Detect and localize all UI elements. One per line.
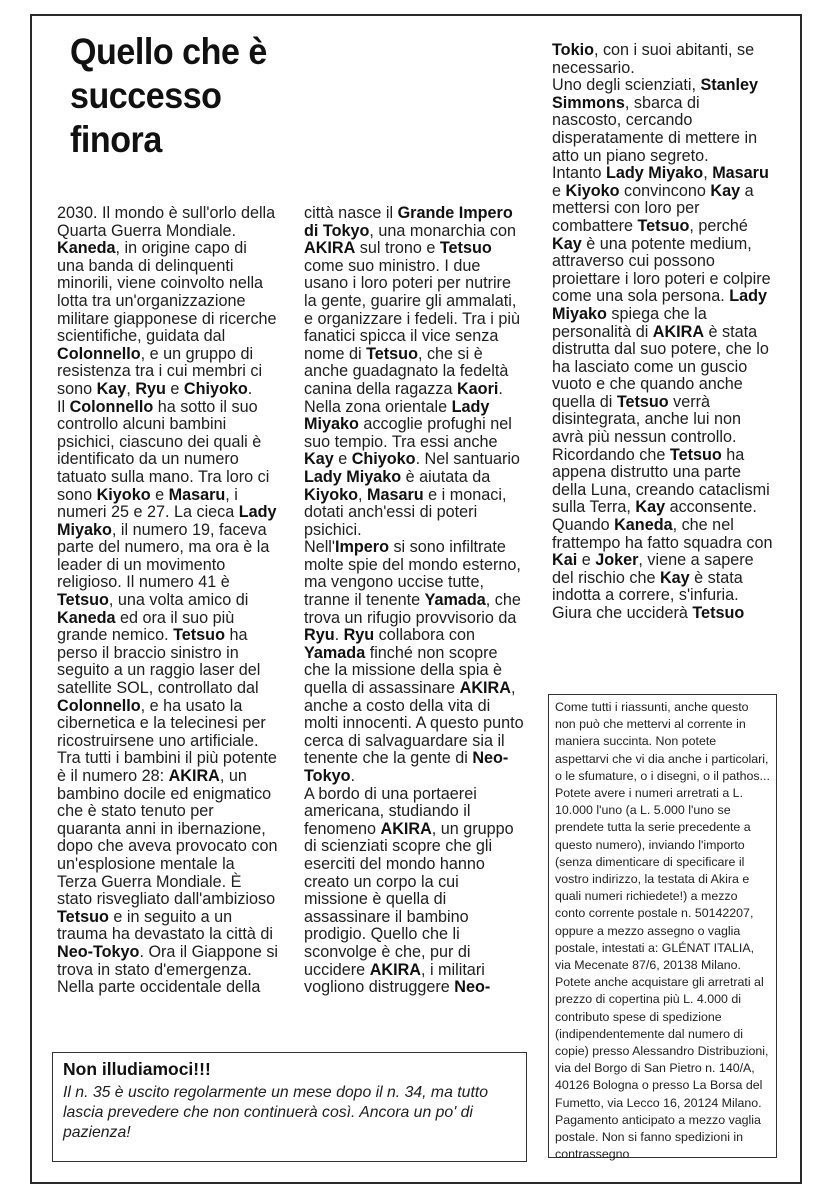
bold-name: Tetsuo bbox=[669, 445, 722, 464]
bold-name: Tetsuo bbox=[692, 604, 745, 622]
bold-name: Lady Miyako bbox=[304, 467, 402, 486]
bold-name: Ryu bbox=[135, 379, 166, 398]
bold-name: Yamada bbox=[424, 591, 486, 610]
notice-paragraph: Potete anche acquistare gli arretrati al prezzo di copertina più L. 4.000 di contributo spese di spedizione (indipendentemente dal numero di copie) presso Alessandro Distribuzioni, via del Borgo di San Pietro n. 140/A, 40126 Bologna o presso La Borsa del Fumetto, via Lecco 16, 20124 Milano. bbox=[555, 975, 769, 1110]
summary-column-1: 2030. Il mondo è sull'orlo della Quarta Guerra Mondiale. Kaneda, in origine capo di una banda di delinquenti minorili, viene coinvolto nella lotta tra un'organizzazione militare giapponese di ricerche scientifiche, guidata dal Colonnello, e un gruppo di resistenza tra i cui membri ci sono Kay, Ryu e Chiyoko. Il Colonnello ha sotto il suo controllo alcuni bambini psichici, ciascuno dei quali è identificato da un numero tatuato sulla mano. Tra loro ci sono Kiyoko e Masaru, i numeri 25 e 27. La cieca Lady Miyako, il numero 19, faceva parte del numero, ma ora è la leader di un movimento religioso. Il numero 41 è Tetsuo, una volta amico di Kaneda ed ora il suo più grande nemico. Tetsuo ha perso il braccio sinistro in seguito a un raggio laser del satellite SOL, controllato dal Colonnello, e ha usato la cibernetica e la telecinesi per ricostruirsene uno artificiale. Tra tutti i bambini il più potente è il numero 28: AKIRA, un bambino docile ed enigmatico che è stato tenuto per quaranta anni in ibernazione, dopo che aveva provocato con un'esplosione mentale la Terza Guerra Mondiale. È stato risvegliato dall'ambizioso Tetsuo e in seguito a un trauma ha devastato la città di Neo-Tokyo. Ora il Giappone si trova in stato d'emergenza. Nella parte occidentale della bbox=[57, 204, 279, 997]
bold-name: Tetsuo bbox=[57, 591, 109, 610]
bold-name: Neo- Tokyo bbox=[304, 749, 509, 785]
bold-name: Kai bbox=[552, 551, 578, 570]
bold-name: Ryu bbox=[343, 626, 375, 645]
bold-name: Kay bbox=[304, 450, 334, 469]
announcement-box bbox=[52, 1052, 527, 1162]
bold-name: Joker bbox=[595, 551, 639, 570]
summary-column-3: Tokio, con i suoi abitanti, se necessario. Uno degli scienziati, Stanley Simmons, sbarca di nascosto, cercando disperatamente di mettere in atto un piano segreto. Intanto Lady Miyako, Masaru e Kiyoko convincono Kay a mettersi con loro per combattere Tetsuo, perché Kay è una potente medium, attraverso cui possono proiettare i loro poteri e colpire come una sola persona. Lady Miyako spiega che la personalità di AKIRA è stata distrutta dal suo potere, che lo ha lasciato come un guscio vuoto e che quando anche quella di Tetsuo verrà disintegrata, anche lui non avrà più nessun controllo. Ricordando che Tetsuo ha appena distrutto una parte della Luna, creando cataclismi sulla Terra, Kay acconsente. Quando Kaneda, che nel frattempo ha fatto squadra con Kai e Joker, viene a sapere del rischio che Kay è stata indotta a correre, s'infuria. Giura che ucciderà Tetsuo bbox=[552, 41, 773, 622]
bold-name: Grande Impero di Tokyo bbox=[304, 204, 513, 240]
bold-name: Ryu bbox=[304, 626, 335, 645]
bold-name: Kiyoko bbox=[565, 181, 620, 200]
bold-name: Masaru bbox=[366, 485, 424, 504]
bold-name: AKIRA bbox=[369, 960, 421, 979]
bold-name: Masaru bbox=[712, 164, 769, 183]
notice-paragraph: Pagamento anticipato a mezzo vaglia postale. Non si fanno spedizioni in contrassegno bbox=[555, 1112, 761, 1162]
bold-name: Kay bbox=[552, 234, 582, 253]
bold-name: Lady Miyako bbox=[606, 164, 704, 183]
bold-name: Chiyoko bbox=[183, 379, 248, 398]
bold-name: AKIRA bbox=[304, 239, 356, 258]
bold-name: Tetsuo bbox=[637, 216, 690, 235]
bold-name: AKIRA bbox=[168, 767, 220, 785]
bold-name: AKIRA bbox=[380, 819, 432, 838]
bold-name: AKIRA bbox=[459, 679, 511, 698]
bold-name: Neo-Tokyo bbox=[57, 942, 140, 961]
bold-name: Kay bbox=[635, 498, 666, 517]
bold-name: Colonnello bbox=[57, 696, 141, 715]
bold-name: Neo- bbox=[454, 978, 491, 997]
announcement-text: Il n. 35 è uscito regolarmente un mese dopo il n. 34, ma tutto lascia prevedere che non continuerà così. Ancora un po' di pazienza! bbox=[63, 1084, 489, 1141]
bold-name: Kay bbox=[659, 568, 690, 587]
bold-name: Kay bbox=[710, 181, 741, 200]
bold-name: Tetsuo bbox=[439, 239, 492, 258]
bold-name: Lady Miyako bbox=[304, 397, 490, 434]
bold-name: Kiyoko bbox=[304, 485, 358, 504]
bold-name: Kaneda bbox=[614, 516, 673, 535]
page-title: Quello che è successo finora bbox=[70, 31, 267, 160]
bold-name: Colonnello bbox=[69, 397, 154, 416]
bold-name: Kiyoko bbox=[96, 485, 151, 504]
bold-name: Impero bbox=[334, 538, 389, 557]
back-issues-notice bbox=[548, 694, 777, 1162]
bold-name: Chiyoko bbox=[351, 450, 416, 469]
bold-name: Stanley Simmons bbox=[552, 76, 759, 112]
bold-name: AKIRA bbox=[652, 322, 705, 341]
bold-name: Tokio bbox=[552, 41, 594, 59]
announcement-heading: Non illudiamoci!!! bbox=[63, 1059, 211, 1079]
bold-name: Tetsuo bbox=[366, 344, 418, 363]
bold-name: Kaori bbox=[456, 379, 499, 398]
notice-paragraph: Come tutti i riassunti, anche questo non può che mettervi al corrente in maniera succinta. Non potete aspettarvi che vi dia anche i particolari, o le sfumature, o i disegni, o il pathos... bbox=[555, 700, 770, 783]
bold-name: Kay bbox=[96, 379, 127, 398]
bold-name: Yamada bbox=[304, 643, 366, 662]
bold-name: Kaneda bbox=[57, 239, 116, 258]
summary-column-2: città nasce il Grande Impero di Tokyo, una monarchia con AKIRA sul trono e Tetsuo come suo ministro. I due usano i loro poteri per nutrire la gente, guarire gli ammalati, e organizzare i fedeli. Tra i più fanatici spicca il vice senza nome di Tetsuo, che si è anche guadagnato la fedeltà canina della ragazza Kaori. Nella zona orientale Lady Miyako accoglie profughi nel suo tempio. Tra essi anche Kay e Chiyoko. Nel santuario Lady Miyako è aiutata da Kiyoko, Masaru e i monaci, dotati anch'essi di poteri psichici. Nell'Impero si sono infiltrate molte spie del mondo esterno, ma vengono uccise tutte, tranne il tenente Yamada, che trova un rifugio provvisorio da Ryu. Ryu collabora con Yamada finché non scopre che la missione della spia è quella di assassinare AKIRA, anche a costo della vita di molti innocenti. A questo punto cerca di salvaguardare sia il tenente che la gente di Neo- Tokyo. A bordo di una portaerei americana, studiando il fenomeno AKIRA, un gruppo di scienziati scopre che gli eserciti del mondo hanno creato un corpo la cui missione è quella di assassinare il bambino prodigio. Quello che li sconvolge è che, pur di uccidere AKIRA, i militari vogliono distruggere Neo- bbox=[304, 204, 524, 997]
notice-paragraph: Potete avere i numeri arretrati a L. 10.000 l'uno (a L. 5.000 l'uno se prendete tutta la serie precedente a questo numero), inviando l'importo (senza dimenticare di specificare il vostro indirizzo, la testata di Akira e quali numeri richiedete!) a mezzo conto corrente postale n. 50142207, oppure a mezzo assegno o vaglia postale, intestati a: GLÉNAT ITALIA, via Mecenate 87/6, 20138 Milano. bbox=[555, 786, 755, 973]
bold-name: Lady Miyako bbox=[552, 287, 768, 323]
bold-name: Tetsuo bbox=[616, 392, 669, 411]
bold-name: Lady Miyako bbox=[57, 503, 277, 539]
bold-name: Colonnello bbox=[57, 344, 141, 363]
bold-name: Masaru bbox=[168, 485, 226, 504]
bold-name: Tetsuo bbox=[57, 907, 109, 926]
bold-name: Kaneda bbox=[57, 608, 116, 627]
bold-name: Tetsuo bbox=[173, 626, 225, 645]
